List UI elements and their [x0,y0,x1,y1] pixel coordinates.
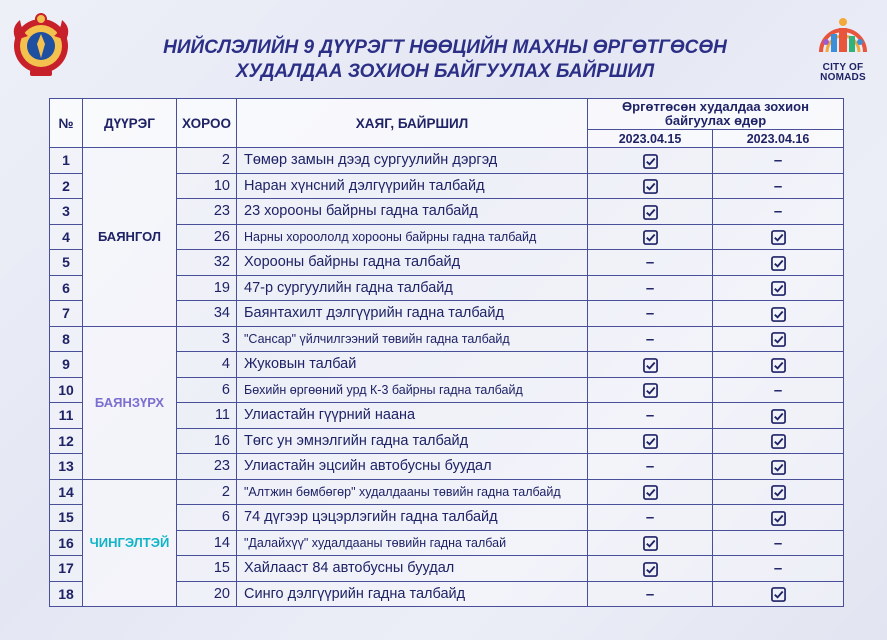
date1-cell [588,275,713,301]
header-date-2: 2023.04.16 [713,130,844,148]
header-number: № [50,99,83,148]
logo-text-line2: NOMADS [820,72,866,83]
khoroo-cell: 6 [177,505,237,531]
row-number: 17 [50,556,83,582]
khoroo-cell: 11 [177,403,237,429]
table-body [50,148,844,607]
date2-cell [713,377,844,403]
date1-cell [588,250,713,276]
khoroo-cell: 10 [177,173,237,199]
khoroo-cell: 15 [177,556,237,582]
date1-cell [588,556,713,582]
date1-cell [588,326,713,352]
locations-table [49,98,844,607]
district-bayanzurkh: БАЯНЗҮРХ [83,326,177,479]
address-cell: Улиастайн эцсийн автобусны буудал [237,454,588,480]
dash-mark: – [645,509,655,527]
table-row [50,148,844,174]
row-number: 15 [50,505,83,531]
mongolia-emblem-icon [8,10,74,80]
header-address: ХАЯГ, БАЙРШИЛ [237,99,588,148]
dash-mark: – [773,203,783,221]
date2-cell [713,148,844,174]
checkbox-checked-icon [643,536,658,551]
checkbox-checked-icon [643,230,658,245]
address-cell: Жуковын талбай [237,352,588,378]
dash-mark: – [773,177,783,195]
row-number: 1 [50,148,83,174]
district-bayangol: БАЯНГОЛ [83,148,177,327]
date2-cell [713,301,844,327]
checkbox-checked-icon [643,205,658,220]
date1-cell [588,454,713,480]
date2-cell [713,479,844,505]
date1-cell [588,403,713,429]
date2-cell [713,173,844,199]
date2-cell [713,403,844,429]
address-cell: 74 дүгээр цэцэрлэгийн гадна талбайд [237,505,588,531]
row-number: 16 [50,530,83,556]
date2-cell [713,454,844,480]
date1-cell [588,173,713,199]
khoroo-cell: 23 [177,454,237,480]
row-number: 14 [50,479,83,505]
checkbox-checked-icon [771,332,786,347]
checkbox-checked-icon [771,434,786,449]
checkbox-checked-icon [643,358,658,373]
khoroo-cell: 26 [177,224,237,250]
khoroo-cell: 4 [177,352,237,378]
row-number: 13 [50,454,83,480]
row-number: 9 [50,352,83,378]
header-dates-group: Өргөтгөсөн худалдаа зохион байгуулах өдөр [588,99,844,130]
checkbox-checked-icon [771,409,786,424]
address-cell: "Алтжин бөмбөгөр" худалдааны төвийн гадна талбайд [237,479,588,505]
khoroo-cell: 16 [177,428,237,454]
checkbox-checked-icon [643,485,658,500]
checkbox-checked-icon [643,434,658,449]
date2-cell [713,326,844,352]
row-number: 6 [50,275,83,301]
address-cell: "Сансар" үйлчилгээний төвийн гадна талбайд [237,326,588,352]
dash-mark: – [773,560,783,578]
khoroo-cell: 19 [177,275,237,301]
dash-mark: – [645,407,655,425]
row-number: 4 [50,224,83,250]
address-cell: Хайлааст 84 автобусны буудал [237,556,588,582]
row-number: 3 [50,199,83,225]
address-cell: "Далайхүү" худалдааны төвийн гадна талбай [237,530,588,556]
page-title [120,36,770,84]
header-date-1: 2023.04.15 [588,130,713,148]
khoroo-cell: 6 [177,377,237,403]
date1-cell [588,479,713,505]
table-row [50,326,844,352]
date1-cell [588,224,713,250]
address-cell: 23 хорооны байрны гадна талбайд [237,199,588,225]
address-cell: 47-р сургуулийн гадна талбайд [237,275,588,301]
date2-cell [713,250,844,276]
dash-mark: – [645,254,655,272]
city-of-nomads-logo [813,12,873,84]
city-skyline-icon [817,12,869,58]
checkbox-checked-icon [771,460,786,475]
date1-cell [588,148,713,174]
date2-cell [713,199,844,225]
checkbox-checked-icon [771,256,786,271]
checkbox-checked-icon [643,562,658,577]
checkbox-checked-icon [771,307,786,322]
dash-mark: – [645,458,655,476]
date1-cell [588,377,713,403]
checkbox-checked-icon [643,179,658,194]
date2-cell [713,428,844,454]
khoroo-cell: 32 [177,250,237,276]
khoroo-cell: 34 [177,301,237,327]
khoroo-cell: 3 [177,326,237,352]
row-number: 10 [50,377,83,403]
date2-cell [713,530,844,556]
logo-text-line1: CITY OF [822,62,864,73]
checkbox-checked-icon [771,230,786,245]
khoroo-cell: 2 [177,148,237,174]
dash-mark: – [773,534,783,552]
checkbox-checked-icon [643,154,658,169]
address-cell: Синго дэлгүүрийн гадна талбайд [237,581,588,607]
address-cell: Наран хүнсний дэлгүүрийн талбайд [237,173,588,199]
dash-mark: – [645,305,655,323]
title-line-1: НИЙСЛЭЛИЙН 9 ДҮҮРЭГТ НӨӨЦИЙН МАХНЫ ӨРГӨТГӨСӨН [163,37,727,58]
address-cell: Бөхийн өргөөний урд К-3 байрны гадна талбайд [237,377,588,403]
checkbox-checked-icon [771,358,786,373]
row-number: 18 [50,581,83,607]
checkbox-checked-icon [771,485,786,500]
title-line-2: ХУДАЛДАА ЗОХИОН БАЙГУУЛАХ БАЙРШИЛ [235,61,655,82]
checkbox-checked-icon [771,587,786,602]
date1-cell [588,301,713,327]
dash-mark: – [773,152,783,170]
address-cell: Баянтахилт дэлгүүрийн гадна талбайд [237,301,588,327]
address-cell: Төмөр замын дээд сургуулийн дэргэд [237,148,588,174]
dash-mark: – [645,279,655,297]
date2-cell [713,556,844,582]
date2-cell [713,275,844,301]
row-number: 12 [50,428,83,454]
row-number: 5 [50,250,83,276]
date1-cell [588,505,713,531]
header-khoroo: ХОРОО [177,99,237,148]
checkbox-checked-icon [771,281,786,296]
row-number: 11 [50,403,83,429]
date1-cell [588,428,713,454]
date1-cell [588,530,713,556]
date2-cell [713,224,844,250]
date2-cell [713,505,844,531]
date1-cell [588,352,713,378]
date1-cell [588,199,713,225]
row-number: 7 [50,301,83,327]
khoroo-cell: 14 [177,530,237,556]
checkbox-checked-icon [643,383,658,398]
address-cell: Нарны хороололд хорооны байрны гадна талбайд [237,224,588,250]
khoroo-cell: 2 [177,479,237,505]
address-cell: Хорооны байрны гадна талбайд [237,250,588,276]
date2-cell [713,352,844,378]
khoroo-cell: 20 [177,581,237,607]
district-chingeltei: ЧИНГЭЛТЭЙ [83,479,177,607]
date1-cell [588,581,713,607]
dash-mark: – [645,585,655,603]
khoroo-cell: 23 [177,199,237,225]
dash-mark: – [645,330,655,348]
row-number: 2 [50,173,83,199]
dash-mark: – [773,381,783,399]
address-cell: Төгс ун эмнэлгийн гадна талбайд [237,428,588,454]
header-district: ДҮҮРЭГ [83,99,177,148]
table-row [50,479,844,505]
row-number: 8 [50,326,83,352]
checkbox-checked-icon [771,511,786,526]
address-cell: Улиастайн гүүрний наана [237,403,588,429]
date2-cell [713,581,844,607]
